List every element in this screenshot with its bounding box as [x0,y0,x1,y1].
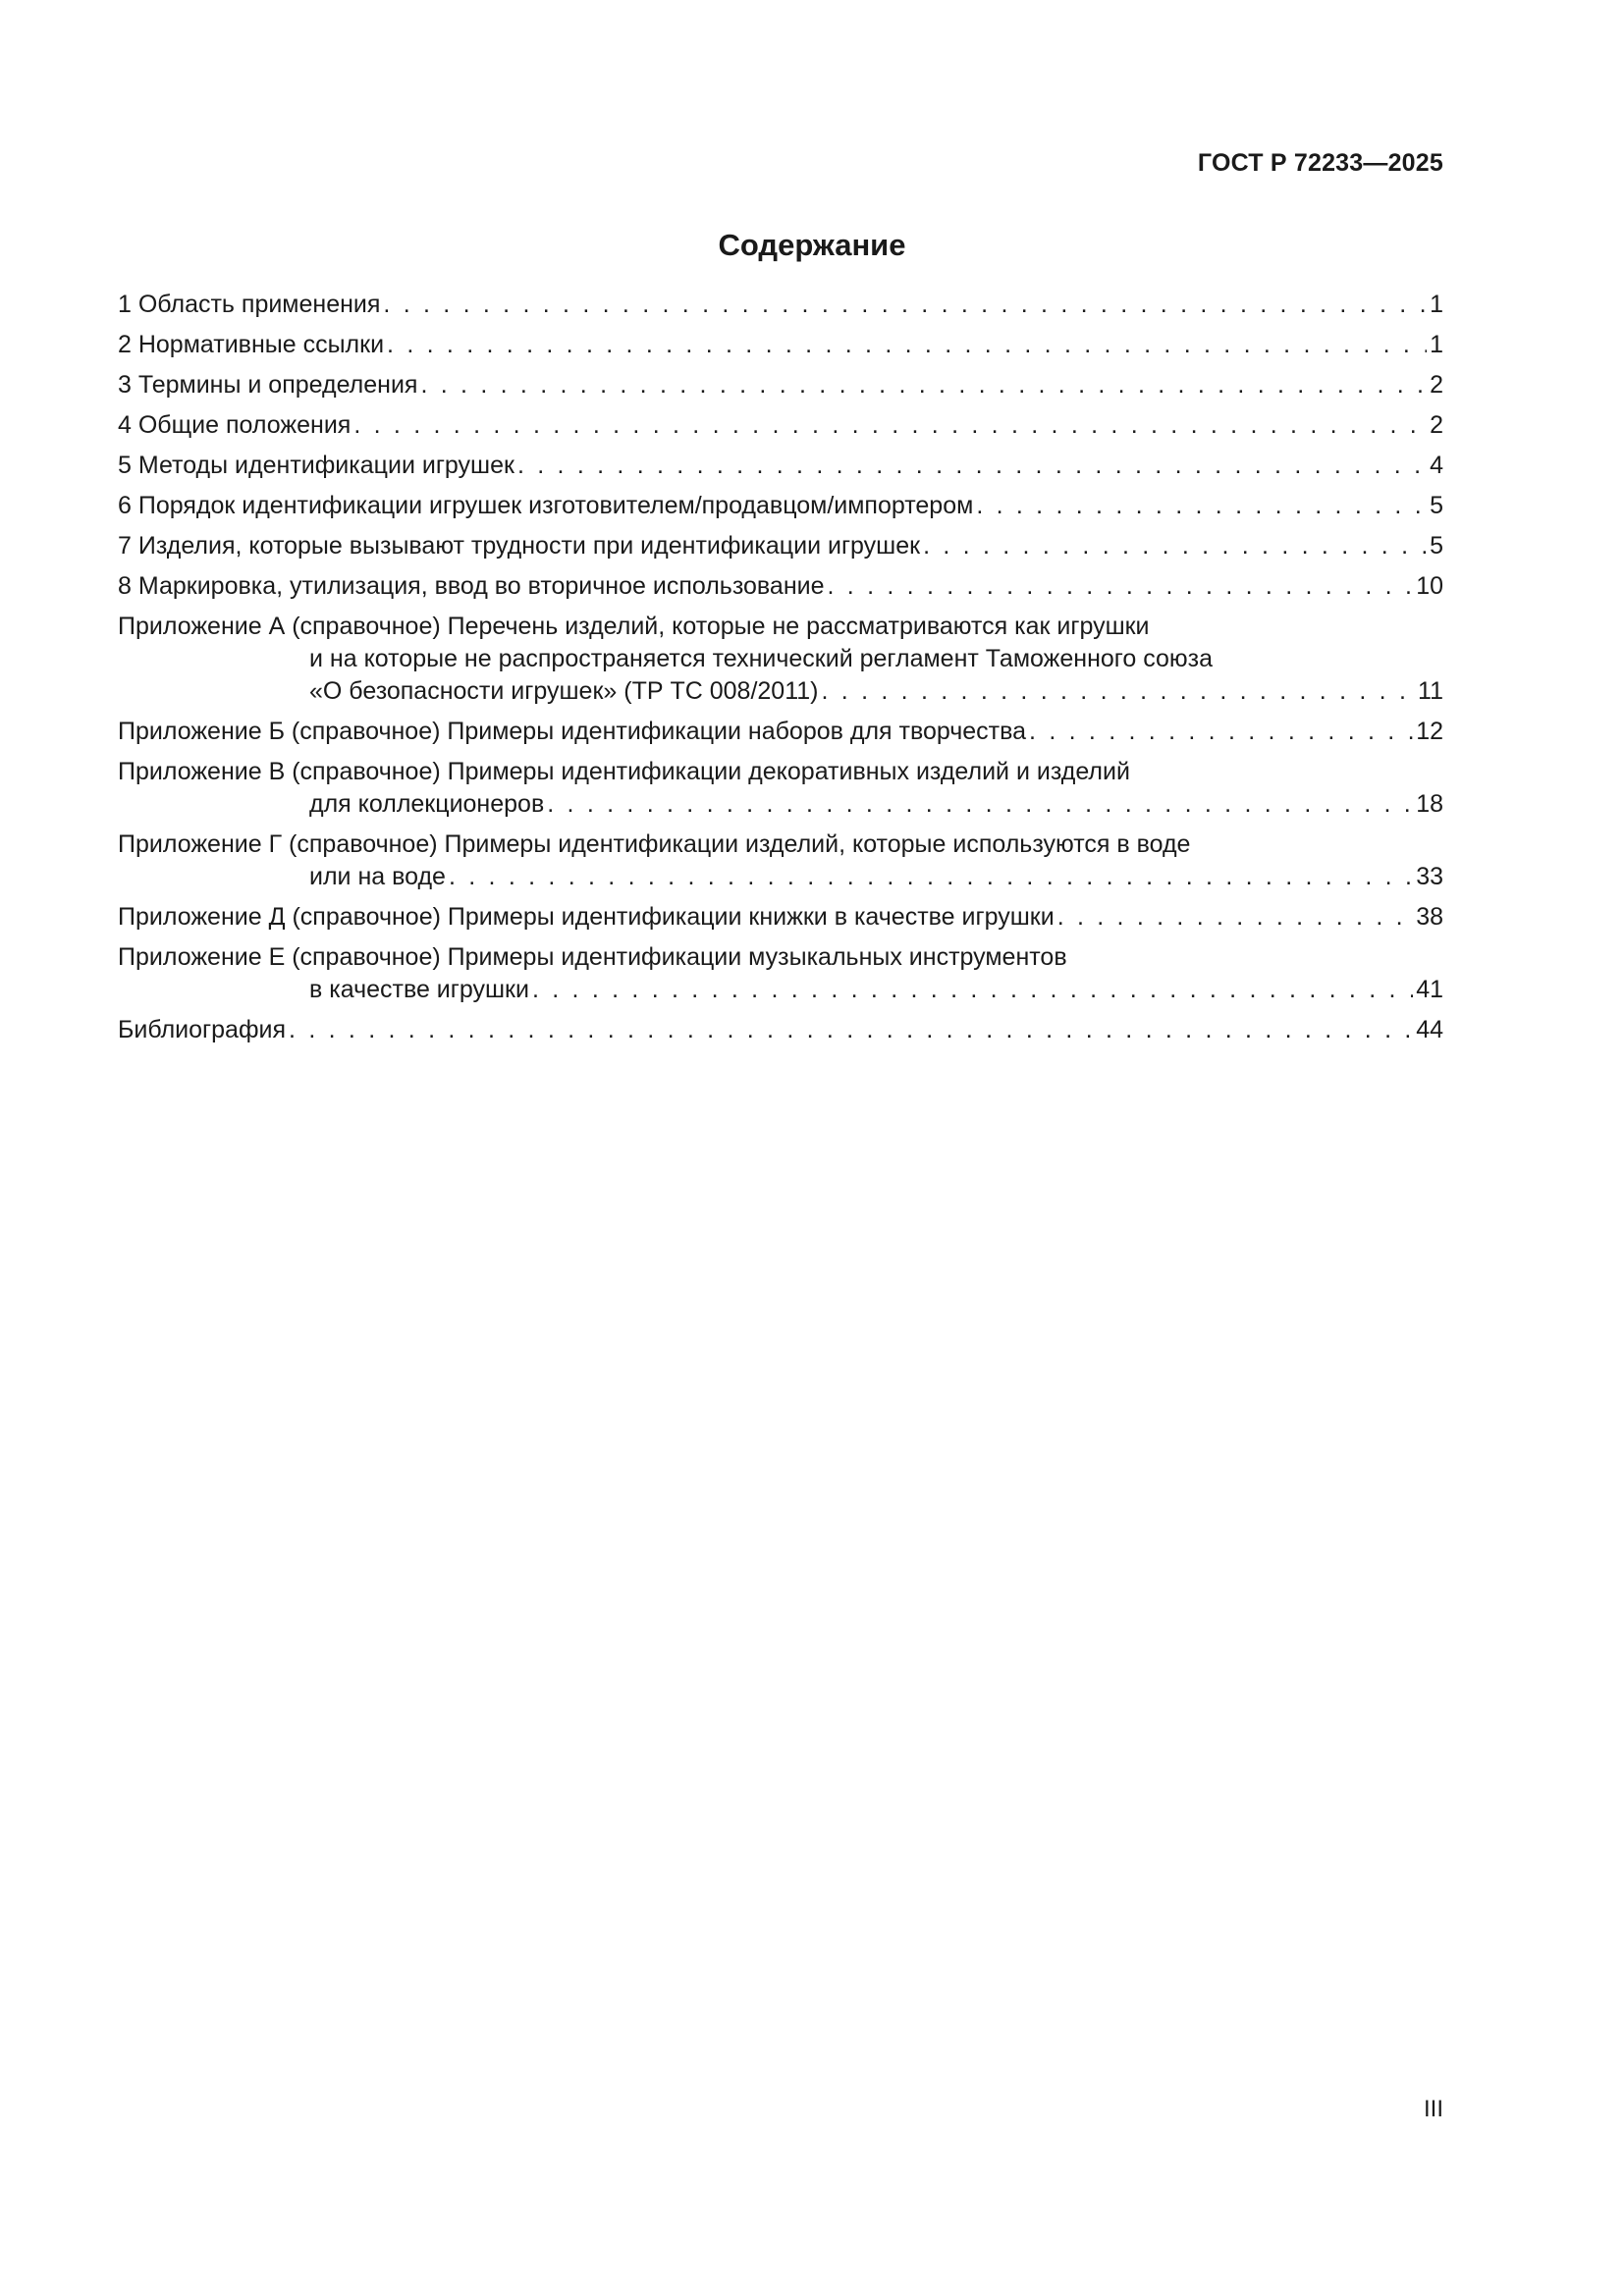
toc-entry-line [118,643,1443,675]
toc-page-number: 38 [1416,903,1443,931]
page-number: III [1423,2096,1443,2122]
dot-leader [353,409,1427,442]
document-code: ГОСТ Р 72233—2025 [1197,149,1443,177]
toc-entry-text: «О безопасности игрушек» (ТР ТС 008/2011) [309,677,819,705]
dot-leader [821,675,1415,708]
toc-entry-text: в качестве игрушки [309,976,529,1003]
toc-entry-text: Приложение В (справочное) Примеры идентификации декоративных изделий и изделий [118,758,1130,785]
toc-page-number: 11 [1418,677,1443,705]
toc-title: Содержание [718,228,906,262]
toc-entry-text: Приложение Е (справочное) Примеры идентификации музыкальных инструментов [118,943,1067,971]
toc-entry-line [118,716,1443,748]
toc-page-number: 4 [1430,452,1443,479]
toc-page-number: 2 [1430,371,1443,399]
dot-leader [383,289,1427,321]
toc-page-number: 10 [1416,572,1443,600]
toc-entry-text: Приложение А (справочное) Перечень изделий, которые не рассматриваются как игрушки [118,613,1150,640]
toc-entry-line [118,1014,1443,1046]
toc-entry[interactable] [118,828,1443,893]
toc-entry-text: для коллекционеров [309,790,545,818]
toc-page-number: 18 [1416,790,1443,818]
toc-entry-text: Приложение Д (справочное) Примеры идентификации книжки в качестве игрушки [118,903,1055,931]
toc-entry-line [118,530,1443,562]
toc-entry-line [118,828,1443,861]
dot-leader [828,570,1414,603]
toc-page-number: 5 [1430,492,1443,519]
dot-leader [1029,716,1413,748]
toc-entry-line [118,490,1443,522]
dot-leader [449,861,1413,893]
dot-leader [923,530,1427,562]
toc-entry[interactable] [118,901,1443,934]
dot-leader [289,1014,1413,1046]
toc-entry-text: 5 Методы идентификации игрушек [118,452,514,479]
toc-page-number: 12 [1416,718,1443,745]
toc-entry[interactable] [118,409,1443,442]
dot-leader [420,369,1427,401]
toc-entry[interactable] [118,530,1443,562]
toc-entry[interactable] [118,1014,1443,1046]
dot-leader [387,329,1427,361]
toc-entry-line [118,941,1443,974]
toc-entry-line [118,974,1443,1006]
dot-leader [976,490,1427,522]
toc-entry-text: 7 Изделия, которые вызывают трудности при идентификации игрушек [118,532,921,560]
toc-page-number: 1 [1430,291,1443,318]
toc-entry-text: 2 Нормативные ссылки [118,331,385,358]
dot-leader [532,974,1413,1006]
toc-entry-line [118,788,1443,821]
toc-entry[interactable] [118,570,1443,603]
toc-entry-line [118,675,1443,708]
toc-entry-line [118,611,1443,643]
toc-entry-line [118,861,1443,893]
toc-entry[interactable] [118,369,1443,401]
toc-entry-text: или на воде [309,863,446,890]
toc-entry-line [118,570,1443,603]
table-of-contents [118,289,1443,1054]
toc-entry-line [118,329,1443,361]
toc-entry-text: Приложение Г (справочное) Примеры идентификации изделий, которые используются в воде [118,830,1191,858]
toc-entry-text: 3 Термины и определения [118,371,418,399]
toc-page-number: 5 [1430,532,1443,560]
toc-entry-line [118,369,1443,401]
toc-entry-text: и на которые не распространяется технический регламент Таможенного союза [309,645,1213,672]
toc-entry-line [118,756,1443,788]
toc-entry-line [118,409,1443,442]
toc-entry[interactable] [118,289,1443,321]
toc-page-number: 1 [1430,331,1443,358]
toc-page-number: 41 [1416,976,1443,1003]
toc-entry[interactable] [118,756,1443,821]
toc-entry[interactable] [118,329,1443,361]
dot-leader [517,450,1427,482]
toc-entry[interactable] [118,716,1443,748]
toc-entry-text: 4 Общие положения [118,411,352,439]
toc-page-number: 33 [1416,863,1443,890]
toc-entry-line [118,289,1443,321]
toc-entry[interactable] [118,490,1443,522]
toc-entry-line [118,901,1443,934]
toc-entry[interactable] [118,450,1443,482]
toc-page-number: 2 [1430,411,1443,439]
toc-entry[interactable] [118,941,1443,1006]
toc-entry[interactable] [118,611,1443,708]
toc-entry-text: Приложение Б (справочное) Примеры идентификации наборов для творчества [118,718,1027,745]
toc-entry-text: Библиография [118,1016,287,1043]
toc-entry-text: 8 Маркировка, утилизация, ввод во вторичное использование [118,572,825,600]
toc-page-number: 44 [1416,1016,1443,1043]
dot-leader [547,788,1413,821]
toc-entry-text: 6 Порядок идентификации игрушек изготовителем/продавцом/импортером [118,492,974,519]
toc-entry-text: 1 Область применения [118,291,381,318]
toc-entry-line [118,450,1443,482]
dot-leader [1057,901,1414,934]
